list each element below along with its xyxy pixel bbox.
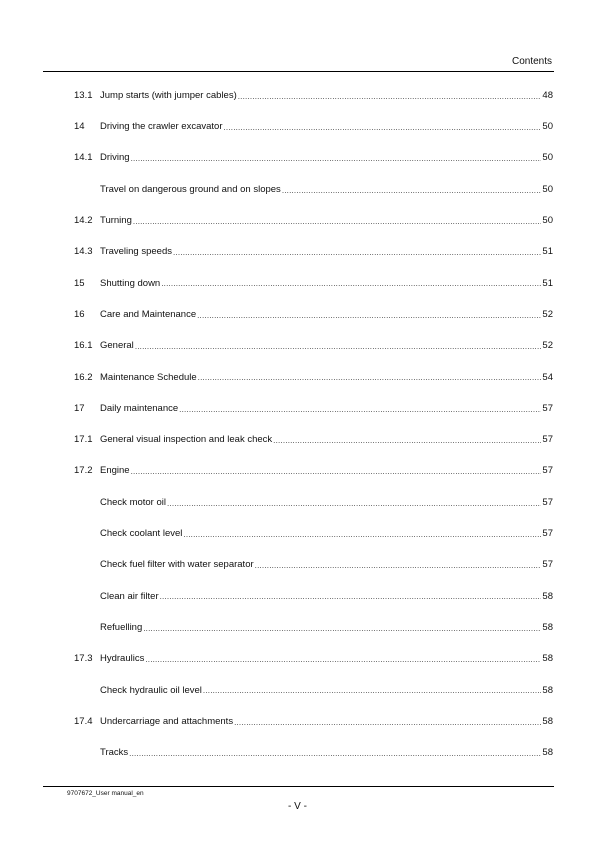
toc-entry-page: 54 <box>542 371 553 383</box>
toc-dot-leader <box>273 437 541 445</box>
toc-entry-title: Daily maintenance <box>100 402 179 414</box>
toc-entry-title: Traveling speeds <box>100 246 172 258</box>
toc-entry-title: Tracks <box>100 747 129 759</box>
toc-entry[interactable] <box>74 424 553 455</box>
toc-entry-title: Travel on dangerous ground and on slopes <box>100 183 281 195</box>
toc-entry-page: 58 <box>542 653 553 665</box>
toc-dot-leader <box>198 374 542 382</box>
toc-dot-leader <box>173 249 541 257</box>
toc-dot-leader <box>161 280 541 288</box>
toc-entry[interactable] <box>74 362 553 393</box>
header-divider <box>43 71 554 72</box>
toc-dot-leader <box>255 562 542 570</box>
toc-entry-page: 57 <box>542 402 553 414</box>
toc-entry-title: Check hydraulic oil level <box>100 684 202 696</box>
toc-entry-title: Driving the crawler excavator <box>100 121 223 133</box>
toc-entry[interactable] <box>74 456 553 487</box>
toc-entry-page: 57 <box>542 559 553 571</box>
toc-entry[interactable] <box>74 549 553 580</box>
toc-entry-page: 50 <box>542 152 553 164</box>
toc-entry-title: Check coolant level <box>100 528 183 540</box>
toc-entry-number: 16 <box>74 308 85 320</box>
toc-entry[interactable] <box>74 393 553 424</box>
toc-entry-page: 52 <box>542 340 553 352</box>
toc-entry[interactable] <box>74 518 553 549</box>
toc-dot-leader <box>234 719 541 727</box>
toc-entry[interactable] <box>74 706 553 737</box>
toc-dot-leader <box>143 625 541 633</box>
toc-entry-page: 58 <box>542 684 553 696</box>
toc-entry-title: Check motor oil <box>100 496 166 508</box>
toc-entry-title: Engine <box>100 465 130 477</box>
toc-entry-number: 17.4 <box>74 715 93 727</box>
toc-entry[interactable] <box>74 581 553 612</box>
toc-dot-leader <box>282 187 542 195</box>
toc-entry-page: 50 <box>542 121 553 133</box>
toc-dot-leader <box>131 468 542 476</box>
toc-entry-number: 14 <box>74 121 85 133</box>
toc-entry-page: 58 <box>542 715 553 727</box>
toc-dot-leader <box>224 124 542 132</box>
toc-entry-number: 14.1 <box>74 152 93 164</box>
toc-entry[interactable] <box>74 111 553 142</box>
toc-entry[interactable] <box>74 330 553 361</box>
toc-entry-number: 14.3 <box>74 246 93 258</box>
toc-entry[interactable] <box>74 643 553 674</box>
toc-dot-leader <box>183 531 541 539</box>
toc-entry-title: Driving <box>100 152 130 164</box>
toc-entry-title: Refuelling <box>100 621 143 633</box>
toc-dot-leader <box>197 312 541 320</box>
toc-entry-number: 17.1 <box>74 434 93 446</box>
toc-entry-title: Maintenance Schedule <box>100 371 197 383</box>
toc-entry-page: 50 <box>542 183 553 195</box>
toc-entry[interactable] <box>74 143 553 174</box>
toc-dot-leader <box>203 687 542 695</box>
toc-dot-leader <box>129 750 541 758</box>
table-of-contents <box>74 80 553 769</box>
toc-entry-number: 15 <box>74 277 85 289</box>
toc-entry-number: 16.1 <box>74 340 93 352</box>
toc-dot-leader <box>167 500 541 508</box>
toc-entry-number: 16.2 <box>74 371 93 383</box>
toc-entry-title: Shutting down <box>100 277 161 289</box>
toc-entry-page: 57 <box>542 465 553 477</box>
toc-entry-page: 57 <box>542 434 553 446</box>
toc-entry[interactable] <box>74 612 553 643</box>
toc-entry-title: Care and Maintenance <box>100 308 197 320</box>
toc-entry[interactable] <box>74 236 553 267</box>
toc-entry-number: 14.2 <box>74 215 93 227</box>
toc-entry-title: Hydraulics <box>100 653 145 665</box>
toc-entry-number: 17.3 <box>74 653 93 665</box>
toc-entry-title: Check fuel filter with water separator <box>100 559 254 571</box>
toc-entry-number: 17.2 <box>74 465 93 477</box>
toc-dot-leader <box>238 93 542 101</box>
toc-entry-title: General <box>100 340 134 352</box>
footer-document-id: 9707672_User manual_en <box>67 790 144 797</box>
header-title: Contents <box>511 56 552 67</box>
toc-entry[interactable] <box>74 80 553 111</box>
toc-entry-page: 57 <box>542 496 553 508</box>
toc-entry-page: 51 <box>542 246 553 258</box>
toc-dot-leader <box>131 155 542 163</box>
toc-entry[interactable] <box>74 675 553 706</box>
toc-entry-page: 57 <box>542 528 553 540</box>
toc-dot-leader <box>160 593 542 601</box>
toc-entry[interactable] <box>74 205 553 236</box>
toc-entry-page: 58 <box>542 747 553 759</box>
footer-page-number: - V - <box>288 801 307 812</box>
toc-entry[interactable] <box>74 487 553 518</box>
toc-entry-title: General visual inspection and leak check <box>100 434 273 446</box>
footer-divider <box>43 786 554 787</box>
toc-entry-page: 58 <box>542 621 553 633</box>
toc-dot-leader <box>135 343 542 351</box>
toc-entry-number: 17 <box>74 402 85 414</box>
toc-dot-leader <box>145 656 541 664</box>
toc-entry-title: Clean air filter <box>100 590 159 602</box>
toc-entry-title: Jump starts (with jumper cables) <box>100 89 237 101</box>
toc-entry-page: 58 <box>542 590 553 602</box>
toc-entry[interactable] <box>74 174 553 205</box>
toc-entry-page: 52 <box>542 308 553 320</box>
toc-entry-title: Undercarriage and attachments <box>100 715 234 727</box>
toc-entry[interactable] <box>74 299 553 330</box>
toc-entry[interactable] <box>74 737 553 768</box>
toc-entry-title: Turning <box>100 215 132 227</box>
toc-entry-page: 51 <box>542 277 553 289</box>
toc-dot-leader <box>179 406 541 414</box>
toc-entry-page: 48 <box>542 89 553 101</box>
toc-entry[interactable] <box>74 268 553 299</box>
toc-entry-number: 13.1 <box>74 89 93 101</box>
toc-entry-page: 50 <box>542 215 553 227</box>
toc-dot-leader <box>133 218 542 226</box>
